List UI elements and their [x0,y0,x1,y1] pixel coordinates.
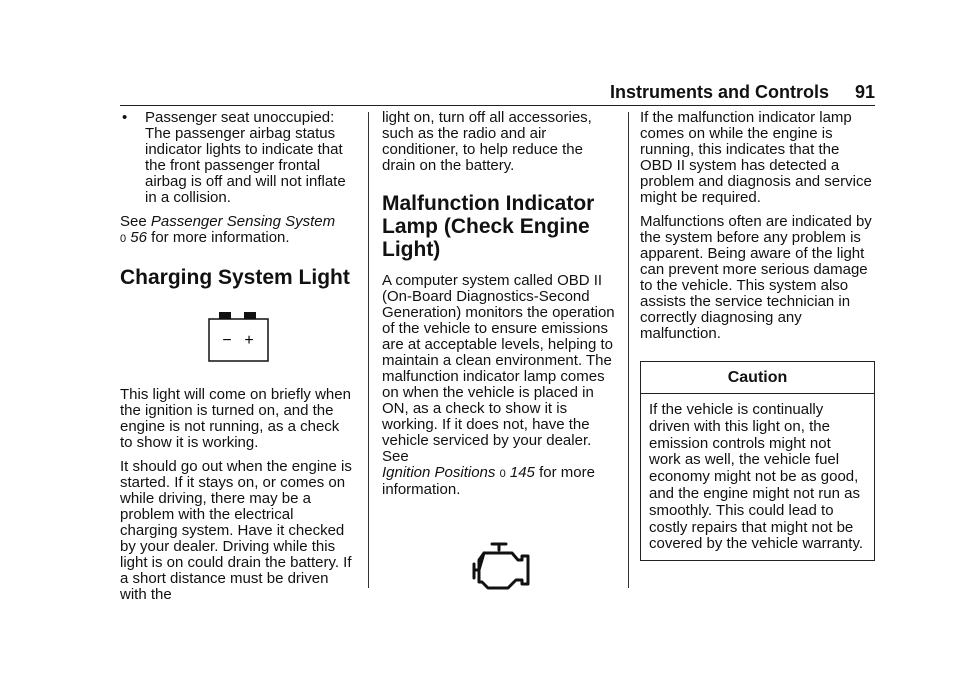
xref-page-56[interactable]: 56 [130,229,147,246]
xref-link-ignition-positions[interactable]: Ignition Positions [382,464,496,481]
paragraph: Malfunctions often are indicated by the system before any problem is apparent. Being aware of the light can prevent more serious damage to the vehicle. This system also assists the service technician in correctly diagnosing any malfunction. [640,213,872,342]
battery-plus: + [244,332,254,349]
paragraph [382,273,617,498]
xref-suffix: for more information. [382,464,595,498]
check-engine-icon [468,538,534,592]
battery-minus: − [222,332,232,349]
xref-page-145[interactable]: 145 [509,464,535,481]
page-ref-arrow: 0 [499,468,506,480]
paragraph: It should go out when the engine is started. If it stays on, or comes on while driving, there may be a problem with the electrical charging system. Have it checked by your dealer. Driving while this light is on could drain the battery. If a short distance must be driven with the [120,458,352,603]
page-header [610,84,875,100]
section-title: Instruments and Controls [609,82,829,102]
column-right [640,110,875,561]
caution-title: Caution [641,362,874,394]
caution-text: If the vehicle is continually driven with this light on, the emission controls might not work as well, the vehicle fuel economy might not be as good, and the engine might not run as smoothly. This could lead to costly repairs that might not be covered by the vehicle warranty. [649,401,863,553]
paragraph: This light will come on briefly when the ignition is turned on, and the engine is not running, as a check to show it is working. [120,386,351,451]
battery-icon [208,312,270,365]
obd-description: A computer system called OBD II (On-Board Diagnostics-Second Generation) monitors the operation of the vehicle to ensure emissions are at acceptable levels, helping to maintain a clean environment. The malfunction indicator lamp comes on when the vehicle is placed in ON, as a check to show it is working. If it does not, have the vehicle serviced by your dealer. See [382,272,615,465]
header-rule [120,105,875,106]
paragraph: If the malfunction indicator lamp comes on while the engine is running, this indicates that the OBD II system has detected a problem and diagnosis and service might be required. [640,109,872,206]
column-middle [382,110,617,592]
cross-reference [120,214,355,247]
heading-charging-system-light: Charging System Light [120,266,350,289]
list-item [120,110,355,206]
heading-malfunction-indicator-lamp: Malfunction Indicator Lamp (Check Engine Light) [382,192,595,261]
page-number: 91 [854,82,875,102]
page-ref-arrow: 0 [120,233,127,245]
column-left [120,110,355,611]
paragraph: light on, turn off all accessories, such as the radio and air conditioner, to help reduce the drain on the battery. [382,109,592,174]
column-divider-right [628,112,629,588]
battery-terminal-right [244,312,256,319]
bullet-marker: • [122,109,128,126]
see-prefix: See [120,213,147,230]
caution-box [640,361,875,561]
see-suffix: for more information. [151,229,290,246]
battery-body [209,319,268,361]
bullet-text: Passenger seat unoccupied: The passenger airbag status indicator lights to indicate that the front passenger frontal airbag is off and will not inflate in a collision. [145,109,346,206]
column-divider-left [368,112,369,588]
xref-link-passenger-sensing[interactable]: Passenger Sensing System [150,213,336,230]
battery-terminal-left [219,312,231,319]
